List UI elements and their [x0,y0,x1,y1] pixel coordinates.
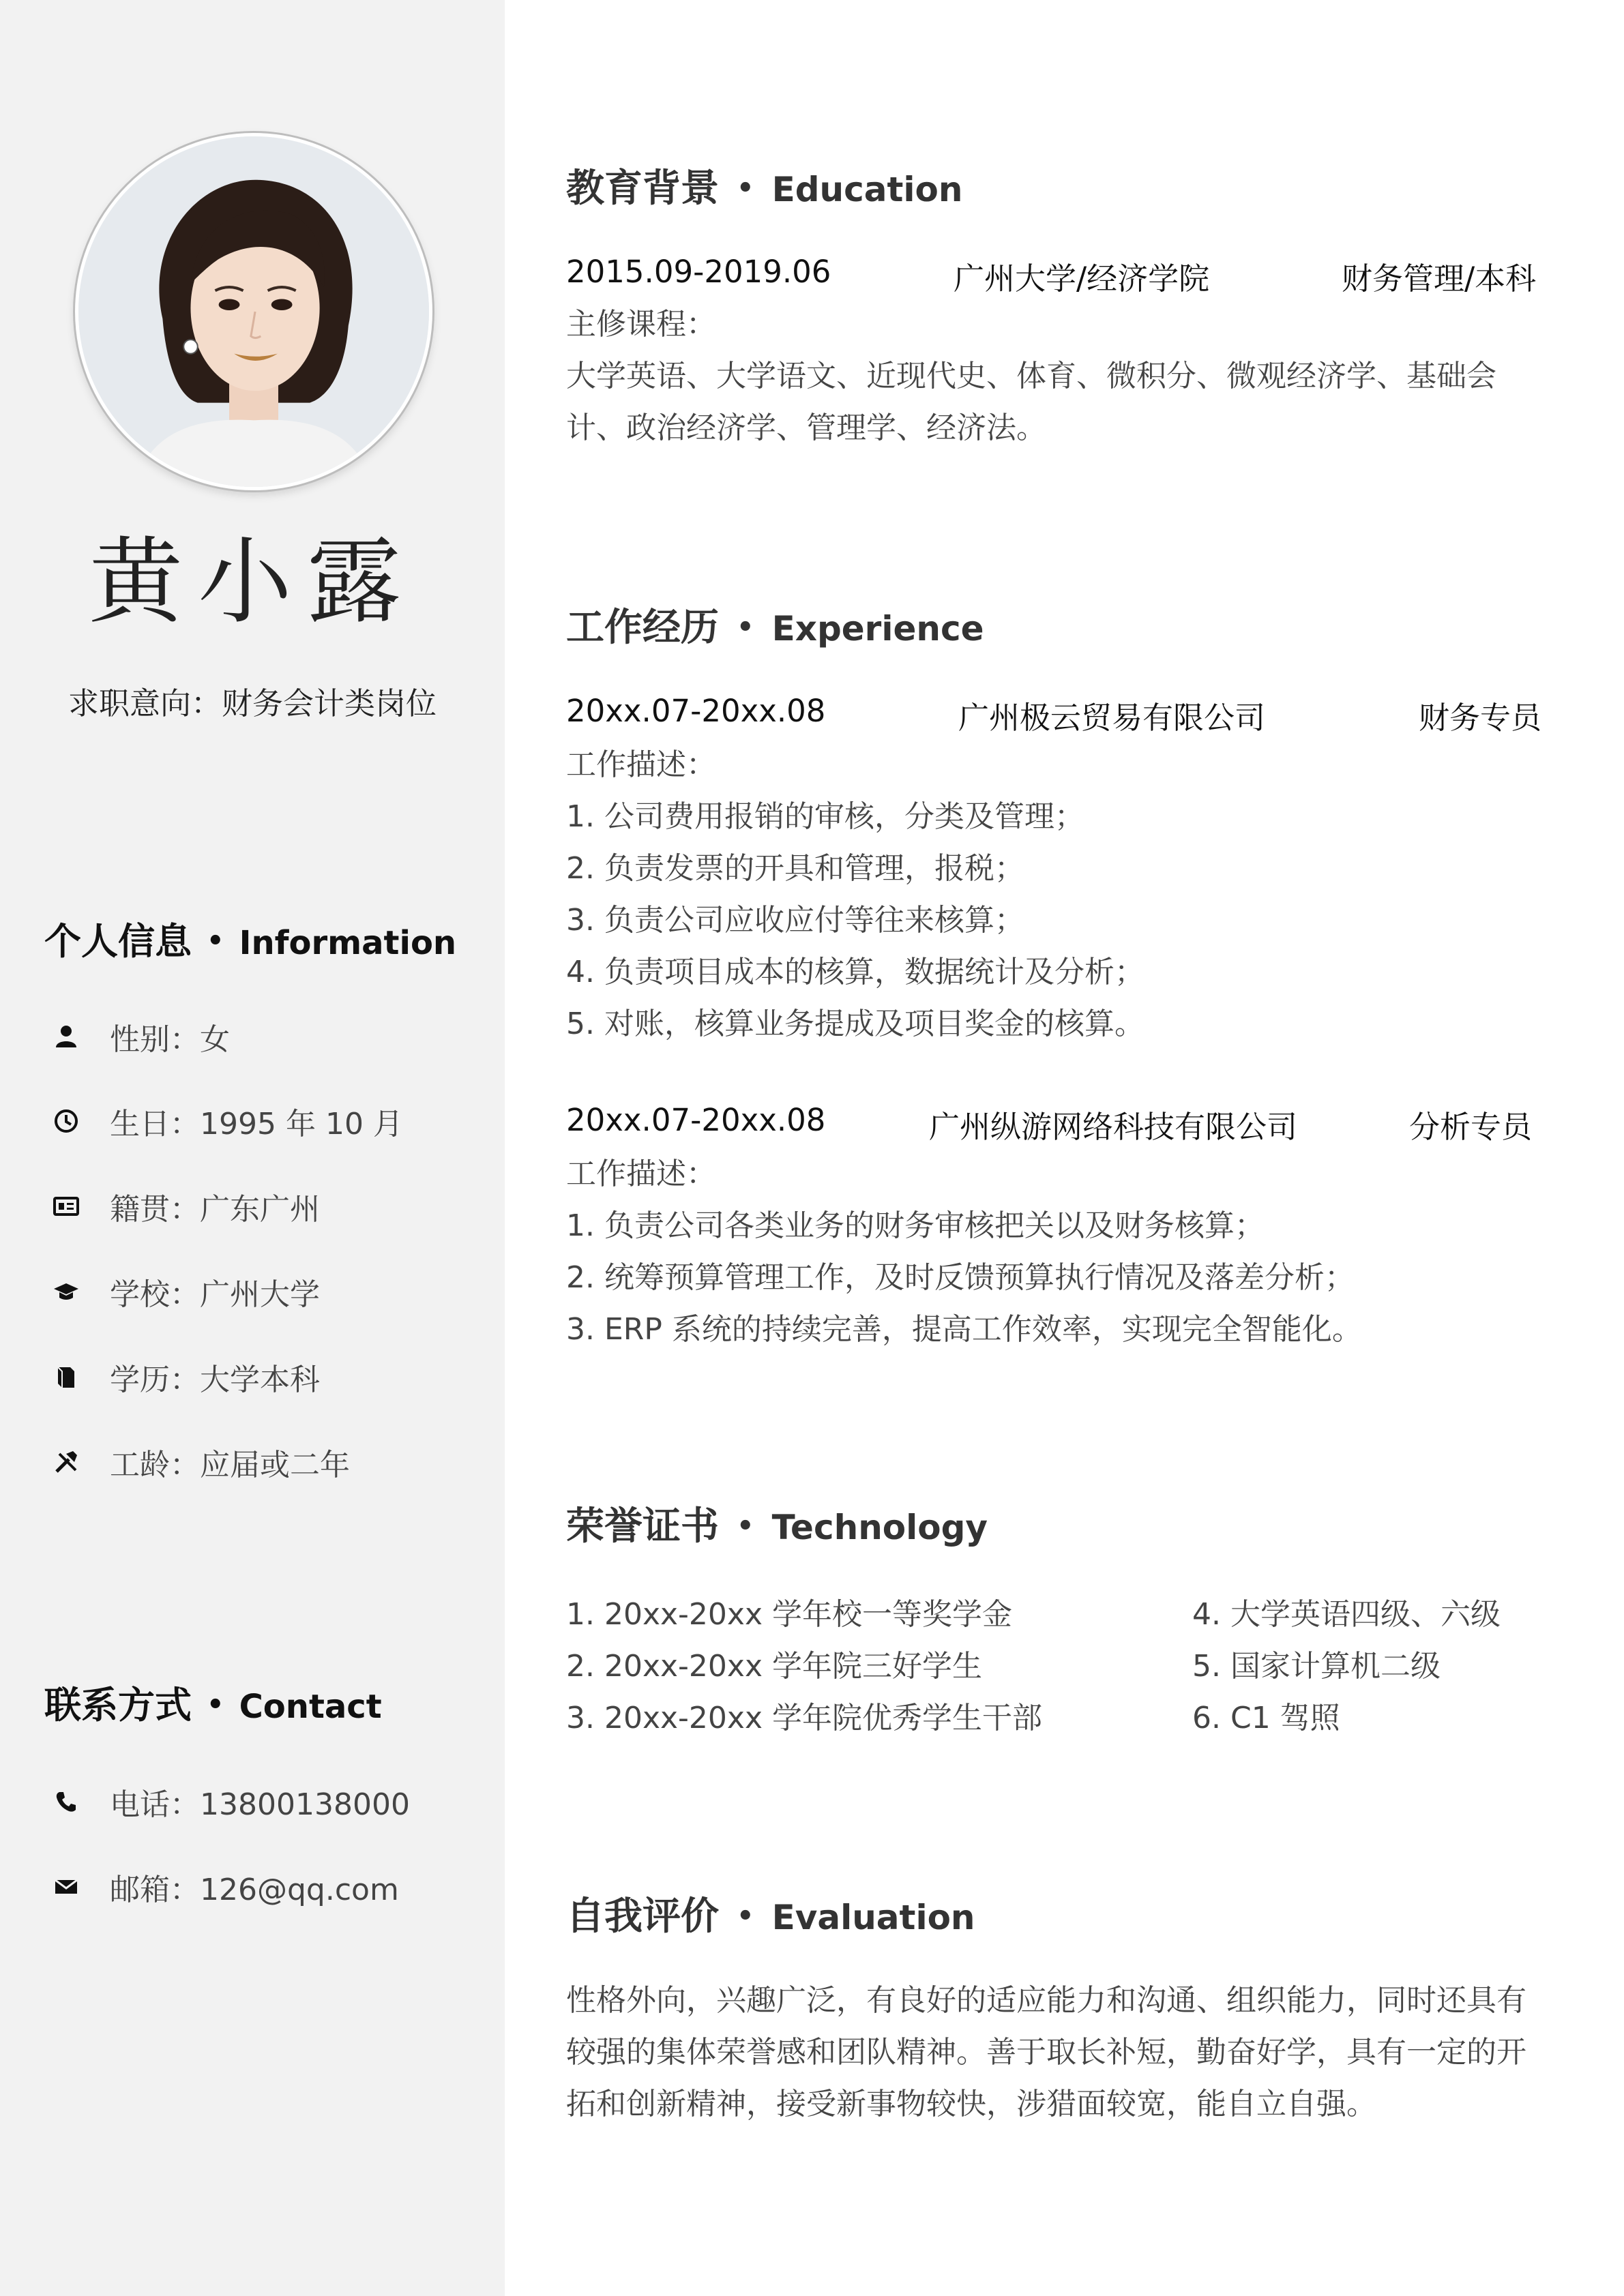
list-item: 4. 大学英语四级、六级 [1192,1597,1501,1632]
info-school [51,1270,320,1313]
list-item: 1. 负责公司各类业务的财务审核把关以及财务核算； [566,1208,1265,1243]
sidebar [0,0,505,2296]
separator-dot: • [737,1510,754,1542]
portrait-illustration [78,136,429,487]
info-label: 学校：广州大学 [110,1277,320,1312]
info-label: 生日：1995 年 10 月 [110,1107,403,1142]
user-icon [51,1022,81,1052]
job-company: 广州极云贸易有限公司 [958,700,1266,736]
clock-icon [51,1106,81,1136]
contact-label: 电话：13800138000 [110,1787,410,1822]
id-card-icon [51,1191,81,1221]
info-experience-years [51,1440,350,1484]
courses-label: 主修课程： [566,307,716,342]
experience-title-cn: 工作经历 [566,606,719,650]
info-label: 学历：大学本科 [110,1362,320,1397]
courses-text: 大学英语、大学语文、近现代史、体育、微积分、微观经济学、基础会计、政治经济学、管理学、经济法。 [566,359,1496,445]
experience-heading [566,597,984,652]
info-degree [51,1355,320,1399]
contact-heading [44,1676,382,1729]
list-item: 3. 负责公司应收应付等往来核算； [566,903,1024,938]
list-item: 1. 公司费用报销的审核，分类及管理； [566,799,1084,834]
information-heading [44,912,456,965]
evaluation-heading [566,1886,975,1941]
list-item: 1. 20xx-20xx 学年校一等奖学金 [566,1597,1012,1632]
contact-email [51,1865,399,1909]
job-row [566,693,1548,734]
phone-icon [51,1787,81,1817]
education-period: 2015.09-2019.06 [566,254,831,290]
info-label: 性别：女 [110,1022,230,1057]
separator-dot: • [737,173,754,204]
job-position: 分析专员 [1409,1109,1533,1145]
contact-label: 邮箱：126@qq.com [110,1873,399,1907]
job-period: 20xx.07-20xx.08 [566,1102,826,1138]
honors-title-en: Technology [771,1508,988,1547]
info-gender [51,1015,230,1058]
list-item: 2. 20xx-20xx 学年院三好学生 [566,1649,982,1684]
profile-photo [75,133,432,490]
mail-icon [51,1872,81,1902]
candidate-name: 黄小露 [88,527,416,637]
list-item: 6. C1 驾照 [1192,1701,1340,1735]
education-heading [566,158,963,213]
job-intent: 求职意向：财务会计类岗位 [68,685,437,721]
separator-dot: • [207,1689,224,1720]
info-hometown [51,1184,320,1228]
job-duties-list [566,791,1145,1050]
separator-dot: • [737,612,754,643]
list-item: 2. 统筹预算管理工作，及时反馈预算执行情况及落差分析； [566,1260,1355,1295]
job-duties-list [566,1200,1362,1356]
evaluation-title-cn: 自我评价 [566,1894,719,1939]
education-title-en: Education [771,170,963,209]
info-label: 籍贯：广东广州 [110,1192,320,1227]
book-icon [51,1362,81,1392]
list-item: 3. ERP 系统的持续完善，提高工作效率，实现完全智能化。 [566,1312,1362,1347]
job-desc-label: 工作描述： [566,1157,716,1191]
separator-dot: • [737,1900,754,1932]
education-degree: 财务管理/本科 [1342,260,1537,297]
graduation-cap-icon [51,1277,81,1307]
honors-title-cn: 荣誉证书 [566,1504,719,1549]
information-title-cn: 个人信息 [44,920,192,963]
honors-heading [566,1496,988,1551]
education-school: 广州大学/经济学院 [954,260,1210,297]
info-label: 工龄：应届或二年 [110,1448,350,1482]
honors-list-left [566,1589,1042,1744]
education-row [566,254,1548,295]
job-position: 财务专员 [1419,700,1542,736]
list-item: 2. 负责发票的开具和管理，报税； [566,851,1024,886]
tools-icon [51,1447,81,1477]
job-period: 20xx.07-20xx.08 [566,693,826,729]
contact-title-en: Contact [239,1688,382,1726]
contact-title-cn: 联系方式 [44,1684,192,1727]
contact-phone [51,1780,410,1823]
education-title-cn: 教育背景 [566,166,719,211]
list-item: 5. 对账，核算业务提成及项目奖金的核算。 [566,1007,1145,1041]
job-company: 广州纵游网络科技有限公司 [929,1109,1298,1145]
evaluation-text: 性格外向，兴趣广泛，有良好的适应能力和沟通、组织能力，同时还具有较强的集体荣誉感和团队精神。善于取长补短，勤奋好学，具有一定的开拓和创新精神，接受新事物较快，涉猎面较宽，能自立自强。 [566,1983,1526,2121]
job-desc-label: 工作描述： [566,747,716,782]
list-item: 4. 负责项目成本的核算，数据统计及分析； [566,955,1145,989]
evaluation-title-en: Evaluation [771,1898,975,1937]
info-birthday [51,1099,403,1143]
job-row [566,1102,1548,1143]
list-item: 5. 国家计算机二级 [1192,1649,1441,1684]
information-title-en: Information [239,924,457,962]
separator-dot: • [207,925,224,957]
experience-title-en: Experience [771,609,984,648]
honors-list-right [1192,1589,1501,1744]
list-item: 3. 20xx-20xx 学年院优秀学生干部 [566,1701,1042,1735]
